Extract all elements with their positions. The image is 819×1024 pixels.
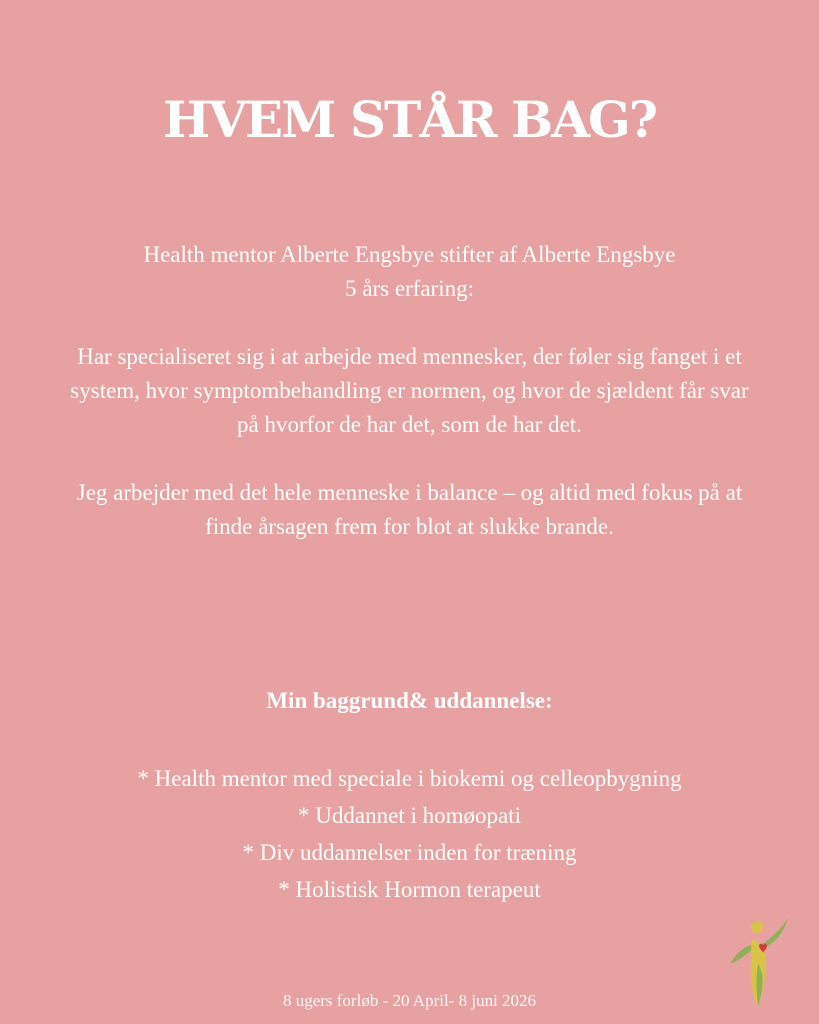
list-item: * Div uddannelser inden for træning [242,840,577,865]
list-item: * Health mentor med speciale i biokemi og celleopbygning [137,766,682,791]
right-leaf-shape [762,918,788,948]
intro-line-experience: 5 års erfaring: [345,276,474,301]
figure-head-shape [751,921,763,933]
spacer [60,306,759,340]
qualification-list [0,760,819,908]
list-item: * Uddannet i homøopati [298,803,521,828]
page-title: HVEM STÅR BAG? [162,90,657,149]
footer-course-dates: 8 ugers forløb - 20 April- 8 juni 2026 [282,991,537,1010]
intro-paragraph-specialization: Har specialiseret sig i at arbejde med mennesker, der føler sig fanget i et system, hvor symptombehandling er normen, og hvor de sjældent får svar på hvorfor de har det, som de har det. [70,344,749,437]
list-item: * Holistisk Hormon terapeut [278,877,541,902]
leaf-figure-heart-icon [722,914,794,1010]
intro-section [60,238,759,544]
intro-paragraph-approach: Jeg arbejder med det hele menneske i balance – og altid med fokus på at finde årsagen frem for blot at slukke brande. [76,480,743,539]
spacer [60,442,759,476]
background-heading: Min baggrund& uddannelse: [266,688,553,713]
intro-line-mentor: Health mentor Alberte Engsbye stifter af Alberte Engsbye [143,242,676,267]
